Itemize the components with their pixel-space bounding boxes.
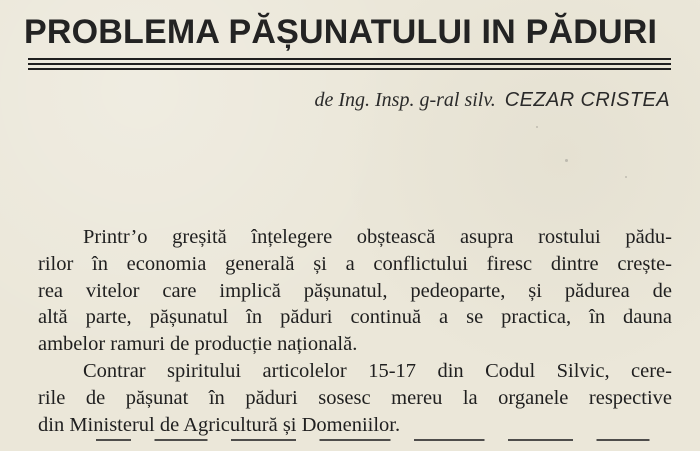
article-body (38, 224, 672, 438)
byline-author: CEZAR CRISTEA (504, 89, 670, 111)
paragraph-line: rea vitelor care implică pășunatul, pedeoparte, și pădurea de (38, 279, 672, 302)
paragraph-line: altă parte, pășunatul în păduri continuă a se practica, în dauna (38, 306, 672, 329)
byline-prefix: de Ing. Insp. g-ral silv. (314, 89, 496, 111)
paper-speck (625, 176, 627, 178)
article-title: PROBLEMA PĂȘUNATULUI IN PĂDURI (24, 13, 658, 51)
title-rule-middle (28, 63, 671, 65)
cut-off-text-fragments (84, 439, 673, 441)
paragraph-line: Printr’o greșită înțelegere obștească asupra rostului pădu- (83, 226, 672, 248)
cut-off-next-line (84, 439, 673, 451)
title-rule-top (28, 58, 671, 60)
paragraph-line: Contrar spiritului articolelor 15-17 din Codul Silvic, cere- (83, 359, 672, 382)
paper-speck (565, 159, 568, 162)
article-byline (314, 88, 670, 112)
paragraph-line: din Ministerul de Agricultură și Domeniilor. (38, 413, 401, 436)
paper-speck (594, 320, 595, 321)
paragraph-line: ambelor ramuri de producție națională. (38, 333, 358, 356)
title-rule-bottom (28, 68, 671, 70)
paragraph-line: rile de pășunat în păduri sosesc mereu la organele respective (38, 386, 672, 409)
paragraph-line: rilor în economia generală și a conflictului firesc dintre crește- (38, 252, 672, 275)
show-through-text (260, 44, 680, 194)
paper-speck (536, 126, 538, 128)
